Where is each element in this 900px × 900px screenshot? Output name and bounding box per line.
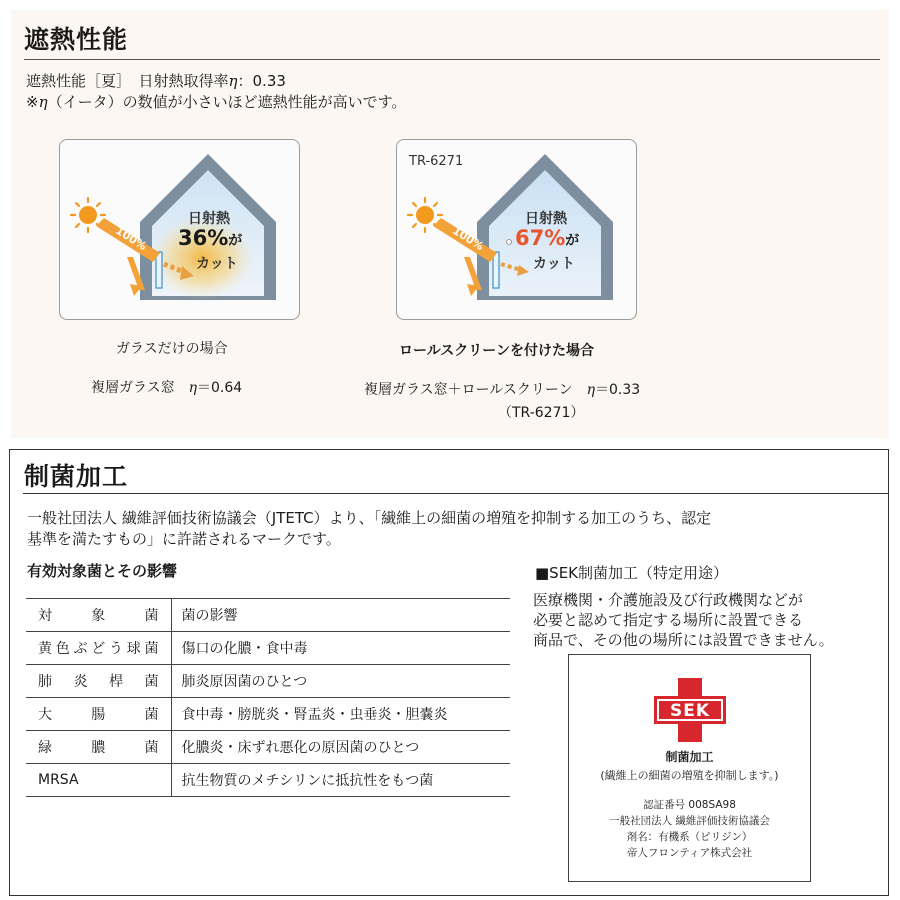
glass-spec-value: ＝0.64 — [196, 380, 243, 396]
cut-percent: 67% — [515, 226, 566, 250]
seal-organization: 一般社団法人 繊維評価技術協議会 — [609, 815, 770, 827]
roll-screen-illustration — [396, 139, 637, 320]
effect-cell: 肺炎原因菌のひとつ — [171, 665, 510, 698]
cut-percent: 36% — [178, 226, 229, 250]
sek-description-line2: 必要と認めて指定する場所に設置できる — [533, 611, 804, 629]
table-row — [26, 599, 510, 632]
effect-cell: 菌の影響 — [171, 599, 510, 632]
bacteria-table-heading: 有効対象菌とその影響 — [27, 562, 178, 580]
sek-certification-label — [568, 654, 811, 882]
sek-description-line1: 医療機関・介護施設及び行政機関などが — [533, 591, 804, 609]
cut-label: カット — [533, 256, 575, 272]
ray-label: 100% — [450, 223, 486, 254]
seal-subtitle: (繊維上の細菌の増殖を抑制します。) — [600, 769, 779, 782]
bacteria-cell: 黄色ぶどう球菌 — [26, 632, 171, 665]
roll-screen-caption: ロールスクリーンを付けた場合 — [399, 343, 595, 359]
bacteria-cell: 緑膿菌 — [26, 731, 171, 764]
table-row — [26, 764, 510, 797]
effect-cell: 抗生物質のメチシリンに抵抗性をもつ菌 — [171, 764, 510, 797]
intro-text-line2: 基準を満たすもの」に許諾されるマークです。 — [27, 530, 341, 548]
solar-gain-value: ：0.33 — [237, 72, 286, 90]
glass-only-illustration — [59, 139, 300, 320]
cut-percent-line — [178, 226, 242, 250]
eta-note-text: （イータ）の数値が小さいほど遮熱性能が高いです。 — [47, 93, 407, 111]
cut-label: カット — [196, 256, 238, 272]
heat-shield-section — [11, 10, 889, 438]
model-label: TR-6271 — [409, 154, 464, 169]
eta-symbol: η — [188, 380, 197, 396]
seal-company: 帝人フロンティア株式会社 — [626, 847, 753, 859]
glass-only-spec — [91, 377, 242, 397]
cut-percent-suffix: が — [565, 233, 580, 249]
glass-spec-label: 複層ガラス窓 — [91, 380, 189, 396]
antibacterial-title-divider — [23, 493, 889, 494]
eta-note — [26, 91, 406, 112]
roll-screen-model: （TR-6271） — [498, 405, 585, 421]
eta-symbol: η — [586, 382, 595, 398]
sek-heading: ■SEK制菌加工（特定用途） — [535, 564, 729, 582]
solar-heat-label: 日射熱 — [525, 211, 567, 227]
screen-spec-label: 複層ガラス窓＋ロールスクリーン — [364, 382, 587, 398]
solar-heat-label: 日射熱 — [188, 211, 230, 227]
seal-cert-number: 認証番号 008SA98 — [643, 799, 736, 811]
seal-agent: 剤名：有機系（ピリジン） — [626, 831, 753, 843]
antibacterial-title: 制菌加工 — [24, 462, 129, 491]
seal-title: 制菌加工 — [665, 750, 714, 764]
table-row — [26, 698, 510, 731]
cut-percent-line — [515, 226, 579, 250]
solar-gain-label: 遮熱性能［夏］ 日射熱取得率 — [26, 72, 229, 90]
bacteria-cell: 大腸菌 — [26, 698, 171, 731]
sek-logo-text: SEK — [669, 701, 711, 721]
glass-only-caption: ガラスだけの場合 — [116, 341, 228, 357]
bacteria-cell: MRSA — [26, 764, 171, 797]
effect-cell: 傷口の化膿・食中毒 — [171, 632, 510, 665]
ray-label: 100% — [113, 223, 149, 254]
cut-percent-suffix: が — [228, 233, 243, 249]
bacteria-cell: 肺炎桿菌 — [26, 665, 171, 698]
table-row — [26, 632, 510, 665]
table-row — [26, 665, 510, 698]
note-mark: ※ — [26, 93, 39, 111]
heat-section-title: 遮熱性能 — [24, 25, 129, 54]
bacteria-cell: 対象菌 — [26, 599, 171, 632]
solar-gain-line — [26, 70, 286, 91]
sek-logo-icon — [654, 678, 726, 742]
effect-cell: 食中毒・膀胱炎・腎盂炎・虫垂炎・胆嚢炎 — [171, 698, 510, 731]
intro-text-line1: 一般社団法人 繊維評価技術協議会（JTETC）より、「繊維上の細菌の増殖を抑制する加工のうち、認定 — [27, 509, 712, 527]
screen-spec-value: ＝0.33 — [595, 382, 641, 398]
eta-symbol: η — [228, 72, 238, 90]
bacteria-table — [26, 598, 510, 797]
sek-description-line3: 商品で、その他の場所には設置できません。 — [533, 631, 834, 649]
effect-cell: 化膿炎・床ずれ悪化の原因菌のひとつ — [171, 731, 510, 764]
eta-symbol: η — [38, 93, 48, 111]
table-row — [26, 731, 510, 764]
antibacterial-section — [9, 449, 889, 896]
roll-screen-spec — [364, 379, 640, 399]
heat-title-divider — [24, 59, 880, 60]
